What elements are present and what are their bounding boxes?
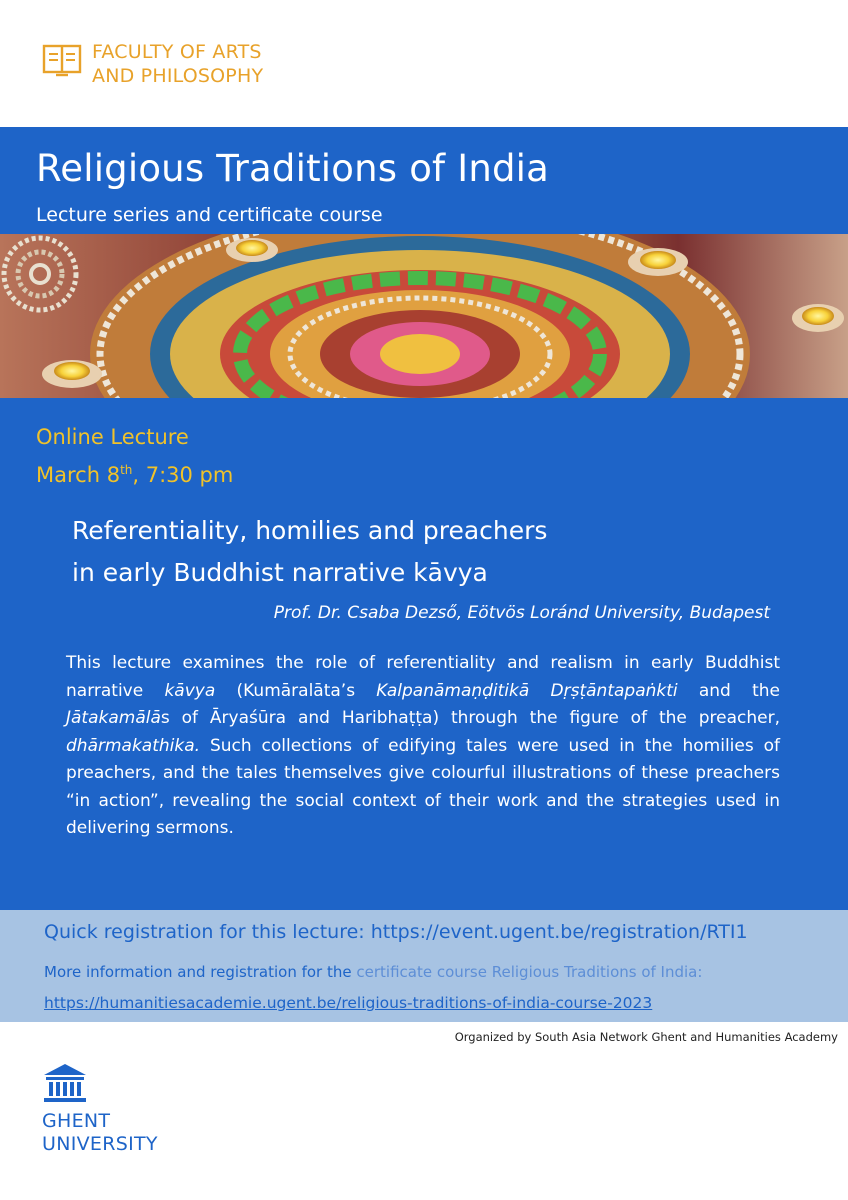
series-subtitle: Lecture series and certificate course xyxy=(36,204,383,226)
event-date xyxy=(36,454,233,492)
event-date-sup: th xyxy=(120,463,133,477)
quick-registration-link[interactable]: Quick registration for this lecture: https://event.ugent.be/registration/RTI1 xyxy=(44,921,748,943)
abstract-part-4: s of Āryaśūra and Haribhaṭṭa) through the figure of the preacher, xyxy=(160,708,780,728)
rangoli-photo xyxy=(0,234,848,398)
open-book-icon xyxy=(42,42,82,78)
abstract-term-4: dhārmakathika. xyxy=(66,735,201,756)
abstract-term-3: Jātakamālā xyxy=(66,708,161,728)
faculty-line-2: AND PHILOSOPHY xyxy=(92,65,264,87)
faculty-name xyxy=(92,40,263,88)
event-info xyxy=(36,421,233,492)
abstract-part-2: (Kumāralāta’s xyxy=(215,680,377,701)
certificate-course-link[interactable]: certificate course Religious Traditions of India: xyxy=(356,963,703,981)
series-title: Religious Traditions of India xyxy=(36,147,550,190)
abstract-term-2: Kalpanāmaṇḍitikā Dṛṣṭāntapaṅkti xyxy=(376,680,678,701)
more-info-text xyxy=(44,963,702,981)
more-info-prefix: More information and registration for the xyxy=(44,963,357,981)
lecture-title-line-1: Referentiality, homilies and preachers xyxy=(72,516,548,545)
lecture-title xyxy=(72,510,547,594)
lecture-title-line-2: in early Buddhist narrative kāvya xyxy=(72,558,488,587)
university-line-1: GHENT xyxy=(42,1110,111,1132)
abstract-part-3: and the xyxy=(677,680,780,701)
event-date-suffix: , 7:30 pm xyxy=(132,463,234,487)
course-url-link[interactable]: https://humanitiesacademie.ugent.be/religious-traditions-of-india-course-2023 xyxy=(44,994,653,1012)
faculty-logo xyxy=(42,40,263,88)
organizers: Organized by South Asia Network Ghent and Humanities Academy xyxy=(454,1030,838,1044)
faculty-line-1: FACULTY OF ARTS xyxy=(92,41,262,63)
temple-icon xyxy=(42,1062,88,1104)
abstract xyxy=(66,650,780,843)
abstract-term-1: kāvya xyxy=(164,680,216,701)
event-type: Online Lecture xyxy=(36,425,189,449)
abstract-part-5: Such collections of edifying tales were used in the homilies of preachers, and the tales themselves give colourful illustrations of these preachers “in action”, revealing the social context of their work and the strategies used in delivering sermons. xyxy=(66,735,780,838)
abstract-part-1: This lecture examines the role of referentiality and realism in early Buddhist narrative xyxy=(66,653,780,701)
university-name xyxy=(42,1110,158,1156)
university-line-2: UNIVERSITY xyxy=(42,1133,158,1155)
ghent-university-logo xyxy=(42,1062,158,1156)
speaker: Prof. Dr. Csaba Dezső, Eötvös Loránd University, Budapest xyxy=(273,603,770,623)
event-date-prefix: March 8 xyxy=(36,463,121,487)
